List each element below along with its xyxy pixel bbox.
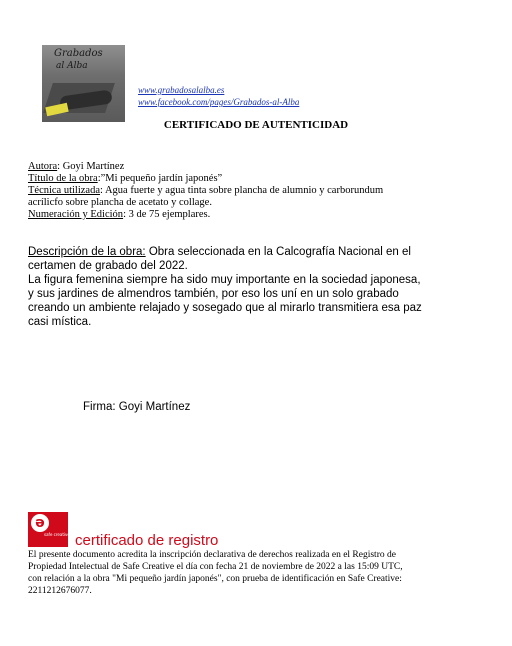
facebook-link[interactable]: www.facebook.com/pages/Grabados-al-Alba xyxy=(138,97,300,107)
work-title-line xyxy=(28,173,222,185)
technique-label: Técnica utilizada xyxy=(28,185,100,196)
description-line-4: y sus jardines de almendros también, por eso los uní en un solo grabado xyxy=(28,288,399,300)
registry-text-line-3: con relación a la obra "Mi pequeño jardín japonés", con prueba de identificación en Safe Creative: xyxy=(28,574,402,584)
description-line-3: La figura femenina siempre ha sido muy importante en la sociedad japonesa, xyxy=(28,274,421,286)
description-label: Descripción de la obra: xyxy=(28,246,146,258)
description-line-2: certamen de grabado del 2022. xyxy=(28,260,188,272)
description-line-1 xyxy=(28,246,411,259)
logo-text-line1: Grabados xyxy=(54,48,103,59)
technique-line-2: acrílicfo sobre plancha de acetato y collage. xyxy=(28,197,212,208)
safe-creative-icon-text: safe creative xyxy=(44,532,70,537)
technique-value: : Agua fuerte y agua tinta sobre plancha de alumnio y carborundum xyxy=(100,185,384,196)
numbering-value: : 3 de 75 ejemplares. xyxy=(123,209,211,220)
logo-text-line2: al Alba xyxy=(56,61,88,71)
website-link[interactable]: www.grabadosalalba.es xyxy=(138,85,225,95)
safe-creative-icon xyxy=(28,512,68,547)
author-line xyxy=(28,161,124,173)
description-text-1: Obra seleccionada en la Calcografía Nacional en el xyxy=(145,246,411,258)
registry-text-line-4: 2211212676077. xyxy=(28,586,92,596)
author-value: : Goyi Martínez xyxy=(57,161,125,172)
author-label: Autora xyxy=(28,161,58,172)
registry-text-line-1: El presente documento acredita la inscripción declarativa de derechos realizada en el Registro de xyxy=(28,550,396,560)
work-title-value: :”Mi pequeño jardín japonés” xyxy=(97,173,223,184)
numbering-label: Numeración y Edición xyxy=(28,209,124,220)
description-line-5: creando un ambiente relajado y sosegado que al mirarlo transmitiera esa paz xyxy=(28,302,422,314)
registry-text-line-2: Propiedad Intelectual de Safe Creative el día con fecha 21 de noviembre de 2022 a las 15:09 UTC, xyxy=(28,562,403,572)
certificate-title: CERTIFICADO DE AUTENTICIDAD xyxy=(163,119,349,131)
technique-line xyxy=(28,185,383,197)
registry-title: certificado de registro xyxy=(75,532,219,549)
description-line-6: casi mística. xyxy=(28,316,92,328)
grabados-al-alba-logo xyxy=(42,45,125,122)
work-title-label: Título de la obra xyxy=(28,173,98,184)
signature: Firma: Goyi Martínez xyxy=(83,401,191,413)
numbering-line xyxy=(28,209,210,221)
safe-creative-mark-icon: ə xyxy=(31,514,49,532)
